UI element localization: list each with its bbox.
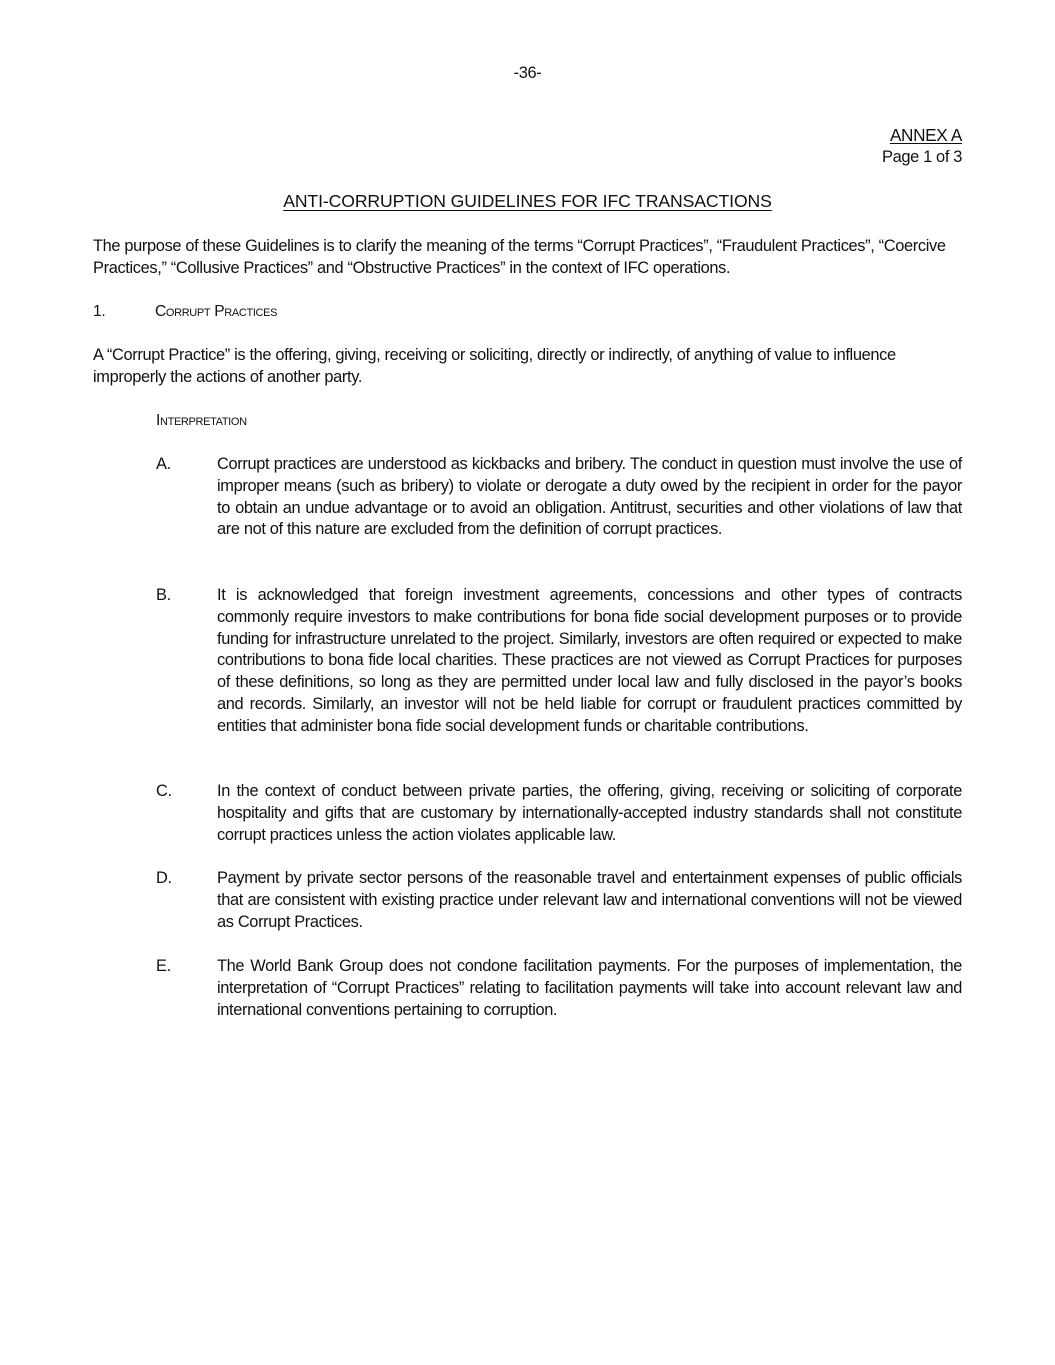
definition-paragraph: A “Corrupt Practice” is the offering, giving, receiving or soliciting, directly or indirectly, of anything of value to influence improperly the actions of another party.: [93, 346, 896, 386]
item-letter: E.: [156, 957, 171, 975]
interpretation-item-d: [156, 868, 962, 933]
interpretation-item-e: [156, 956, 962, 1021]
item-letter: A.: [156, 455, 171, 473]
interpretation-item-a: [156, 454, 962, 541]
item-text: Corrupt practices are understood as kickbacks and bribery. The conduct in question must involve the use of improper means (such as bribery) to violate or derogate a duty owed by the recipient in order for the payor to obtain an undue advantage or to avoid an obligation. Antitrust, securities and other violations of law that are not of this nature are excluded from the definition of corrupt practices.: [217, 455, 962, 539]
item-text: The World Bank Group does not condone facilitation payments. For the purposes of implementation, the interpretation of “Corrupt Practices” relating to facilitation payments will take into account relevant law and international conventions pertaining to corruption.: [217, 957, 962, 1019]
interpretation-item-b: [156, 585, 962, 738]
page-number: -36-: [513, 64, 542, 82]
annex-header: [882, 125, 962, 169]
interpretation-heading: Interpretation: [156, 412, 247, 429]
item-text: It is acknowledged that foreign investment agreements, concessions and other types of contracts commonly require investors to make contributions for bona fide social development purposes or to provide funding for infrastructure unrelated to the project. Similarly, investors are often required or expected to make contributions to bona fide local charities. These practices are not viewed as Corrupt Practices for purposes of these definitions, so long as they are permitted under local law and fully disclosed in the payor’s books and records. Similarly, an investor will not be held liable for corrupt or fraudulent practices committed by entities that administer bona fide social development funds or charitable contributions.: [217, 586, 962, 735]
item-text: Payment by private sector persons of the reasonable travel and entertainment expenses of public officials that are consistent with existing practice under relevant law and international conventions will not be viewed as Corrupt Practices.: [217, 869, 962, 931]
item-letter: B.: [156, 586, 171, 604]
section-heading: [93, 301, 277, 323]
item-letter: C.: [156, 782, 172, 800]
section-number: 1.: [93, 303, 106, 320]
intro-paragraph: The purpose of these Guidelines is to clarify the meaning of the terms “Corrupt Practices”, “Fraudulent Practices”, “Coercive Practices,” “Collusive Practices” and “Obstructive Practices” in the context of IFC operations.: [93, 237, 946, 277]
annex-title: ANNEX A: [889, 125, 962, 145]
document-title: ANTI-CORRUPTION GUIDELINES FOR IFC TRANSACTIONS: [283, 191, 772, 211]
section-title: Corrupt Practices: [155, 303, 278, 320]
item-letter: D.: [156, 869, 172, 887]
annex-page-indicator: Page 1 of 3: [882, 147, 962, 166]
interpretation-item-c: [156, 781, 962, 846]
item-text: In the context of conduct between private parties, the offering, giving, receiving or soliciting of corporate hospitality and gifts that are customary by internationally-accepted industry standards shall not constitute corrupt practices unless the action violates applicable law.: [217, 782, 962, 844]
